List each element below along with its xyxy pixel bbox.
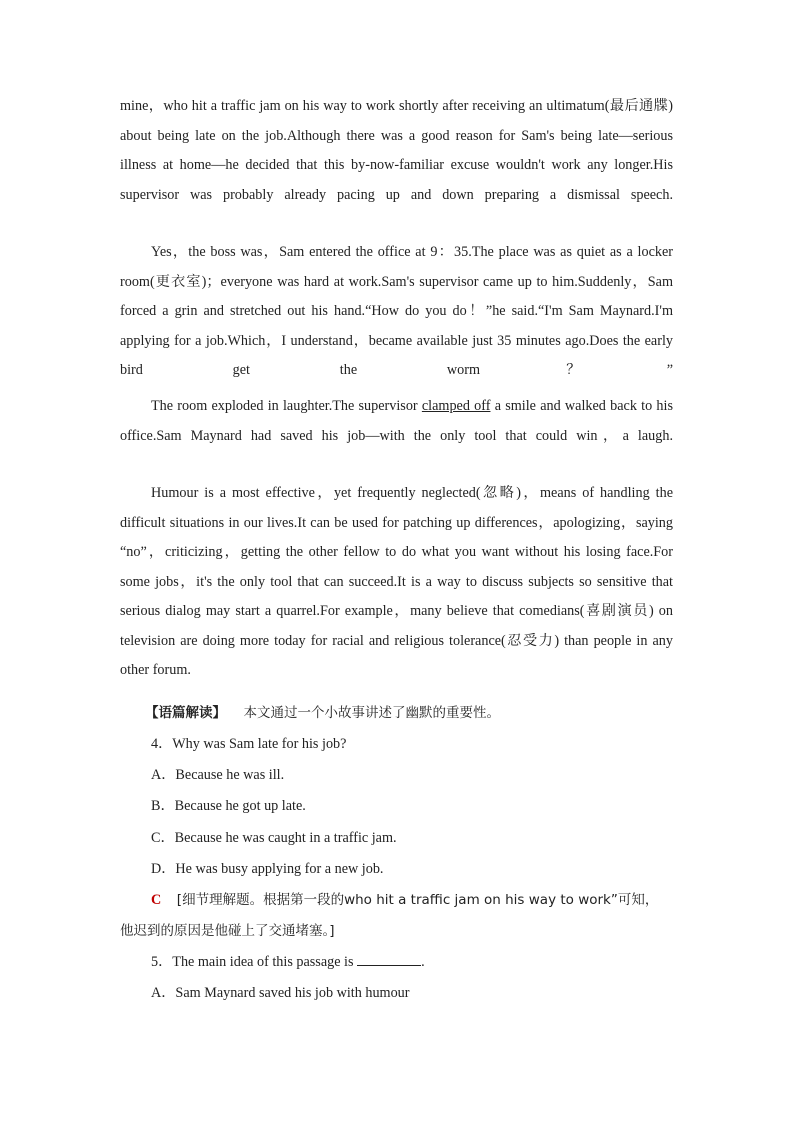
analysis-label: 【语篇解读】: [145, 705, 226, 721]
question-5-stem-text: 5．The main idea of this passage is: [151, 954, 358, 970]
question-5-stem: [151, 952, 691, 972]
paragraph-3-text-after: a smile and walked back to his office.Sam Maynard had saved his job—with the only tool that could win，a laugh.: [120, 398, 673, 444]
explanation-line-1: [细节理解题。根据第一段的who hit a traffic jam on his way to work”可知，: [176, 892, 659, 908]
question-4-option-d: D．He was busy applying for a new job.: [151, 861, 384, 877]
answer-letter: C: [151, 892, 162, 908]
question-4-option-b: B．Because he got up late.: [151, 798, 306, 814]
question-4-stem: 4．Why was Sam late for his job?: [151, 736, 347, 752]
passage-paragraph-1: mine，who hit a traffic jam on his way to work shortly after receiving an ultimatum(最后通牒) about being late on the job.Although there was a good reason for Sam's being late—serious illness at home—he decided that this by-now-familiar excuse wouldn't work any longer.His supervisor was probably already pacing up and down preparing a dismissal speech.: [120, 98, 673, 203]
question-5-option-a: A．Sam Maynard saved his job with humour: [151, 985, 410, 1001]
answer-blank: [357, 953, 421, 966]
underlined-phrase: clamped off: [421, 398, 491, 414]
question-5-stem-end: .: [421, 954, 425, 970]
analysis-text: 本文通过一个小故事讲述了幽默的重要性。: [243, 705, 501, 721]
question-4-answer: [151, 890, 691, 910]
passage-paragraph-4: Humour is a most effective，yet frequently neglected(忽略)，means of handling the difficult situations in our lives.It can be used for patching up differences，apologizing，saying “no”，criticizing，getting the other fellow to do what you want without his losing face.For some jobs，it's the only tool that can succeed.It is a way to discuss subjects so sensitive that serious dialog may start a quarrel.For example，many believe that comedians(喜剧演员) on television are doing more today for racial and religious tolerance(忍受力) than people in any other forum.: [120, 485, 673, 678]
passage-paragraph-2: Yes，the boss was，Sam entered the office at 9：35.The place was as quiet as a locker room(更衣室)；everyone was hard at work.Sam's supervisor came up to him.Suddenly，Sam forced a grin and stretched out his hand.“How do you do！”he said.“I'm Sam Maynard.I'm applying for a job.Which，I understand，became available just 35 minutes ago.Does the early bird get the worm？”: [120, 244, 673, 378]
explanation-line-2: 他迟到的原因是他碰上了交通堵塞。]: [120, 923, 335, 939]
question-4-option-a: A．Because he was ill.: [151, 767, 285, 783]
passage-analysis: [145, 703, 685, 723]
question-4-explanation-line-2: [120, 921, 660, 941]
question-4-option-c: C．Because he was caught in a traffic jam.: [151, 830, 397, 846]
paragraph-3-text-before: The room exploded in laughter.The supervisor: [151, 398, 422, 414]
passage-paragraph-3: [120, 392, 673, 451]
